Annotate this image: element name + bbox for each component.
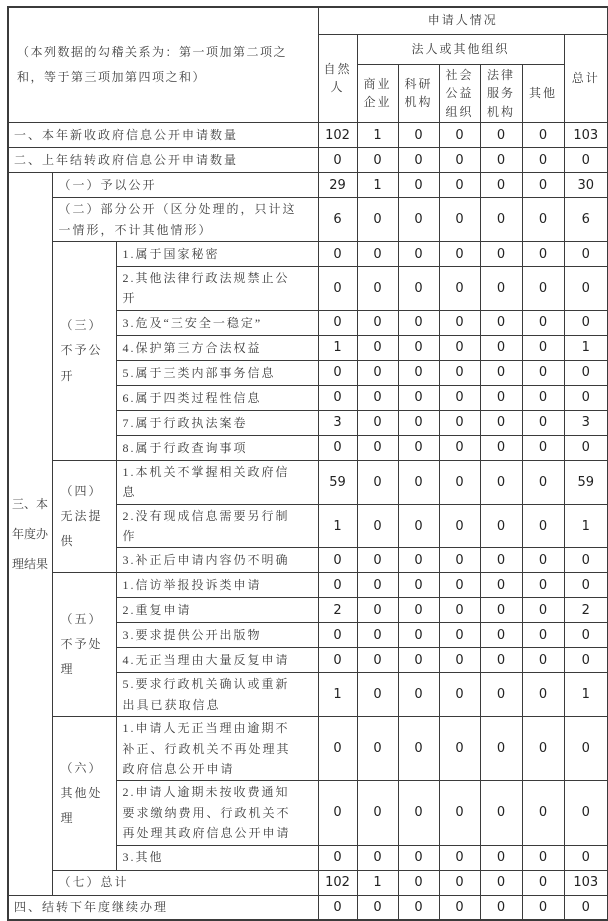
col-group-applicant-situation: 申请人情况 (318, 7, 608, 34)
row-label: 1.属于国家秘密 (116, 242, 318, 267)
value-cell: 0 (439, 781, 480, 845)
value-cell: 0 (480, 845, 522, 870)
table-row-carried-over (8, 148, 608, 173)
value-cell: 0 (439, 573, 480, 598)
value-cell: 0 (439, 717, 480, 781)
value-cell: 0 (480, 623, 522, 648)
value-cell: 0 (439, 870, 480, 895)
value-cell: 0 (439, 267, 480, 311)
row-label: 1.信访举报投诉类申请 (116, 573, 318, 598)
value-cell: 0 (398, 267, 439, 311)
value-cell: 0 (398, 173, 439, 198)
value-cell: 0 (564, 845, 608, 870)
value-cell: 0 (522, 648, 564, 673)
value-cell: 0 (480, 435, 522, 460)
value-cell: 0 (564, 435, 608, 460)
col-header-commercial-enterprise: 商业企业 (357, 64, 398, 123)
row-label: 二、上年结转政府信息公开申请数量 (8, 148, 318, 173)
value-cell: 0 (357, 267, 398, 311)
value-cell: 0 (318, 267, 357, 311)
value-cell: 0 (439, 598, 480, 623)
value-cell: 0 (318, 573, 357, 598)
value-cell: 0 (439, 310, 480, 335)
value-cell: 0 (398, 410, 439, 435)
value-cell: 0 (480, 460, 522, 504)
value-cell: 0 (439, 335, 480, 360)
value-cell: 0 (439, 845, 480, 870)
row-label: 7.属于行政执法案卷 (116, 410, 318, 435)
table-row (8, 242, 608, 267)
value-cell: 0 (357, 598, 398, 623)
value-cell: 0 (522, 781, 564, 845)
value-cell: 0 (439, 410, 480, 435)
value-cell: 0 (564, 242, 608, 267)
value-cell: 0 (439, 673, 480, 717)
value-cell: 0 (318, 360, 357, 385)
value-cell: 6 (564, 198, 608, 242)
value-cell: 0 (398, 460, 439, 504)
value-cell: 0 (480, 385, 522, 410)
value-cell: 0 (398, 310, 439, 335)
value-cell: 0 (522, 598, 564, 623)
value-cell: 0 (480, 573, 522, 598)
value-cell: 0 (522, 870, 564, 895)
value-cell: 30 (564, 173, 608, 198)
value-cell: 0 (398, 148, 439, 173)
row-label: 2.没有现成信息需要另行制作 (116, 504, 318, 548)
table-row (8, 460, 608, 504)
value-cell: 0 (522, 573, 564, 598)
value-cell: 0 (480, 870, 522, 895)
value-cell: 0 (357, 781, 398, 845)
value-cell: 0 (480, 148, 522, 173)
row-label: 2.重复申请 (116, 598, 318, 623)
value-cell: 0 (522, 623, 564, 648)
value-cell: 0 (439, 123, 480, 148)
value-cell: 0 (357, 360, 398, 385)
value-cell: 0 (480, 717, 522, 781)
value-cell: 0 (439, 198, 480, 242)
value-cell: 0 (357, 623, 398, 648)
value-cell: 0 (439, 385, 480, 410)
value-cell: 59 (318, 460, 357, 504)
col-header-research-institution: 科研机构 (398, 64, 439, 123)
value-cell: 3 (318, 410, 357, 435)
row-label: 1.申请人无正当理由逾期不补正、行政机关不再处理其政府信息公开申请 (116, 717, 318, 781)
value-cell: 0 (522, 267, 564, 311)
value-cell: 0 (398, 242, 439, 267)
row-label: 5.要求行政机关确认或重新出具已获取信息 (116, 673, 318, 717)
value-cell: 0 (439, 460, 480, 504)
value-cell: 29 (318, 173, 357, 198)
col-header-other: 其他 (522, 64, 564, 123)
subsection-label-not-processed: （五）不予处理 (52, 573, 116, 717)
value-cell: 0 (439, 148, 480, 173)
value-cell: 0 (398, 598, 439, 623)
value-cell: 0 (564, 573, 608, 598)
value-cell: 0 (318, 435, 357, 460)
value-cell: 0 (398, 870, 439, 895)
value-cell: 0 (522, 385, 564, 410)
value-cell: 0 (398, 548, 439, 573)
value-cell: 0 (398, 781, 439, 845)
value-cell: 0 (522, 360, 564, 385)
value-cell: 1 (357, 870, 398, 895)
value-cell: 0 (522, 335, 564, 360)
value-cell: 0 (439, 648, 480, 673)
value-cell: 0 (439, 242, 480, 267)
row-label: （七）总计 (52, 870, 318, 895)
value-cell: 1 (564, 673, 608, 717)
header-row-1 (8, 7, 608, 34)
table-row (8, 173, 608, 198)
value-cell: 102 (318, 870, 357, 895)
value-cell: 103 (564, 123, 608, 148)
col-header-social-welfare-org: 社会公益组织 (439, 64, 480, 123)
row-label: 2.其他法律行政法规禁止公开 (116, 267, 318, 311)
value-cell: 0 (564, 717, 608, 781)
value-cell: 0 (398, 845, 439, 870)
value-cell: 0 (564, 781, 608, 845)
value-cell: 0 (357, 895, 398, 920)
value-cell: 0 (357, 548, 398, 573)
value-cell: 2 (318, 598, 357, 623)
value-cell: 0 (357, 648, 398, 673)
value-cell: 0 (357, 573, 398, 598)
value-cell: 0 (480, 123, 522, 148)
value-cell: 0 (564, 895, 608, 920)
col-header-total: 总计 (564, 34, 608, 123)
table-row (8, 717, 608, 781)
value-cell: 0 (522, 845, 564, 870)
value-cell: 0 (357, 335, 398, 360)
col-header-legal-service-org: 法律服务机构 (480, 64, 522, 123)
value-cell: 0 (398, 623, 439, 648)
value-cell: 0 (564, 623, 608, 648)
value-cell: 0 (318, 148, 357, 173)
value-cell: 0 (398, 360, 439, 385)
value-cell: 0 (318, 648, 357, 673)
row-label: （二）部分公开（区分处理的，只计这一情形，不计其他情形） (52, 198, 318, 242)
row-label: 3.补正后申请内容仍不明确 (116, 548, 318, 573)
value-cell: 0 (398, 504, 439, 548)
value-cell: 1 (318, 335, 357, 360)
value-cell: 0 (439, 895, 480, 920)
value-cell: 0 (522, 673, 564, 717)
value-cell: 0 (357, 242, 398, 267)
value-cell: 102 (318, 123, 357, 148)
table-row-section-total (8, 870, 608, 895)
value-cell: 0 (439, 360, 480, 385)
subsection-label-other-handling: （六）其他处理 (52, 717, 116, 870)
value-cell: 0 (480, 504, 522, 548)
value-cell: 0 (357, 435, 398, 460)
value-cell: 0 (564, 360, 608, 385)
value-cell: 0 (522, 242, 564, 267)
value-cell: 0 (480, 548, 522, 573)
value-cell: 0 (318, 548, 357, 573)
subsection-label-unable-to-provide: （四）无法提供 (52, 460, 116, 573)
row-label: 四、结转下年度继续办理 (8, 895, 318, 920)
value-cell: 0 (398, 123, 439, 148)
value-cell: 0 (398, 573, 439, 598)
value-cell: 0 (398, 717, 439, 781)
value-cell: 0 (480, 410, 522, 435)
value-cell: 0 (480, 673, 522, 717)
value-cell: 0 (480, 198, 522, 242)
value-cell: 0 (318, 242, 357, 267)
value-cell: 0 (522, 310, 564, 335)
value-cell: 0 (357, 504, 398, 548)
value-cell: 0 (398, 385, 439, 410)
value-cell: 0 (480, 598, 522, 623)
value-cell: 1 (564, 504, 608, 548)
value-cell: 0 (398, 335, 439, 360)
col-group-legal-entities: 法人或其他组织 (357, 34, 564, 64)
row-label: 4.无正当理由大量反复申请 (116, 648, 318, 673)
gov-info-disclosure-stats-table (7, 6, 608, 921)
value-cell: 0 (398, 895, 439, 920)
value-cell: 1 (564, 335, 608, 360)
value-cell: 0 (564, 548, 608, 573)
value-cell: 0 (522, 460, 564, 504)
value-cell: 0 (564, 148, 608, 173)
value-cell: 0 (522, 717, 564, 781)
value-cell: 0 (398, 435, 439, 460)
reconciliation-note: （本列数据的勾稽关系为：第一项加第二项之和，等于第三项加第四项之和） (8, 7, 318, 123)
value-cell: 0 (480, 242, 522, 267)
value-cell: 0 (480, 267, 522, 311)
row-label: 3.要求提供公开出版物 (116, 623, 318, 648)
value-cell: 1 (318, 504, 357, 548)
value-cell: 1 (357, 173, 398, 198)
value-cell: 0 (398, 648, 439, 673)
section-label-annual-results: 三、本年度办理结果 (8, 173, 52, 895)
table-row-new-requests (8, 123, 608, 148)
col-header-natural-person: 自然人 (318, 34, 357, 123)
value-cell: 0 (357, 845, 398, 870)
value-cell: 0 (318, 310, 357, 335)
value-cell: 0 (480, 360, 522, 385)
value-cell: 0 (564, 310, 608, 335)
row-label: 8.属于行政查询事项 (116, 435, 318, 460)
value-cell: 0 (480, 310, 522, 335)
value-cell: 2 (564, 598, 608, 623)
value-cell: 0 (318, 895, 357, 920)
value-cell: 0 (439, 548, 480, 573)
value-cell: 0 (522, 173, 564, 198)
row-label: 6.属于四类过程性信息 (116, 385, 318, 410)
value-cell: 1 (318, 673, 357, 717)
value-cell: 0 (357, 148, 398, 173)
value-cell: 0 (522, 148, 564, 173)
row-label: （一）予以公开 (52, 173, 318, 198)
value-cell: 0 (439, 623, 480, 648)
value-cell: 0 (564, 267, 608, 311)
value-cell: 6 (318, 198, 357, 242)
row-label: 1.本机关不掌握相关政府信息 (116, 460, 318, 504)
value-cell: 0 (398, 673, 439, 717)
table-row (8, 573, 608, 598)
value-cell: 0 (522, 895, 564, 920)
value-cell: 0 (522, 198, 564, 242)
subsection-label-refused: （三）不予公开 (52, 242, 116, 461)
value-cell: 0 (522, 410, 564, 435)
value-cell: 0 (522, 123, 564, 148)
value-cell: 0 (318, 717, 357, 781)
value-cell: 0 (318, 623, 357, 648)
value-cell: 0 (357, 385, 398, 410)
value-cell: 0 (439, 504, 480, 548)
value-cell: 0 (357, 198, 398, 242)
value-cell: 59 (564, 460, 608, 504)
value-cell: 0 (522, 504, 564, 548)
value-cell: 0 (564, 385, 608, 410)
value-cell: 0 (439, 173, 480, 198)
value-cell: 0 (318, 781, 357, 845)
value-cell: 0 (357, 717, 398, 781)
row-label: 4.保护第三方合法权益 (116, 335, 318, 360)
value-cell: 0 (318, 385, 357, 410)
value-cell: 0 (318, 845, 357, 870)
value-cell: 0 (564, 648, 608, 673)
value-cell: 103 (564, 870, 608, 895)
value-cell: 0 (480, 781, 522, 845)
value-cell: 1 (357, 123, 398, 148)
value-cell: 0 (522, 435, 564, 460)
value-cell: 0 (357, 310, 398, 335)
value-cell: 0 (480, 335, 522, 360)
value-cell: 0 (439, 435, 480, 460)
table-row (8, 198, 608, 242)
row-label: 3.其他 (116, 845, 318, 870)
value-cell: 3 (564, 410, 608, 435)
value-cell: 0 (480, 648, 522, 673)
value-cell: 0 (522, 548, 564, 573)
value-cell: 0 (357, 410, 398, 435)
value-cell: 0 (398, 198, 439, 242)
row-label: 2.申请人逾期未按收费通知要求缴纳费用、行政机关不再处理其政府信息公开申请 (116, 781, 318, 845)
row-label: 一、本年新收政府信息公开申请数量 (8, 123, 318, 148)
value-cell: 0 (357, 460, 398, 504)
row-label: 5.属于三类内部事务信息 (116, 360, 318, 385)
table-row-carry-to-next-year (8, 895, 608, 920)
value-cell: 0 (480, 895, 522, 920)
value-cell: 0 (357, 673, 398, 717)
row-label: 3.危及“三安全一稳定” (116, 310, 318, 335)
value-cell: 0 (480, 173, 522, 198)
